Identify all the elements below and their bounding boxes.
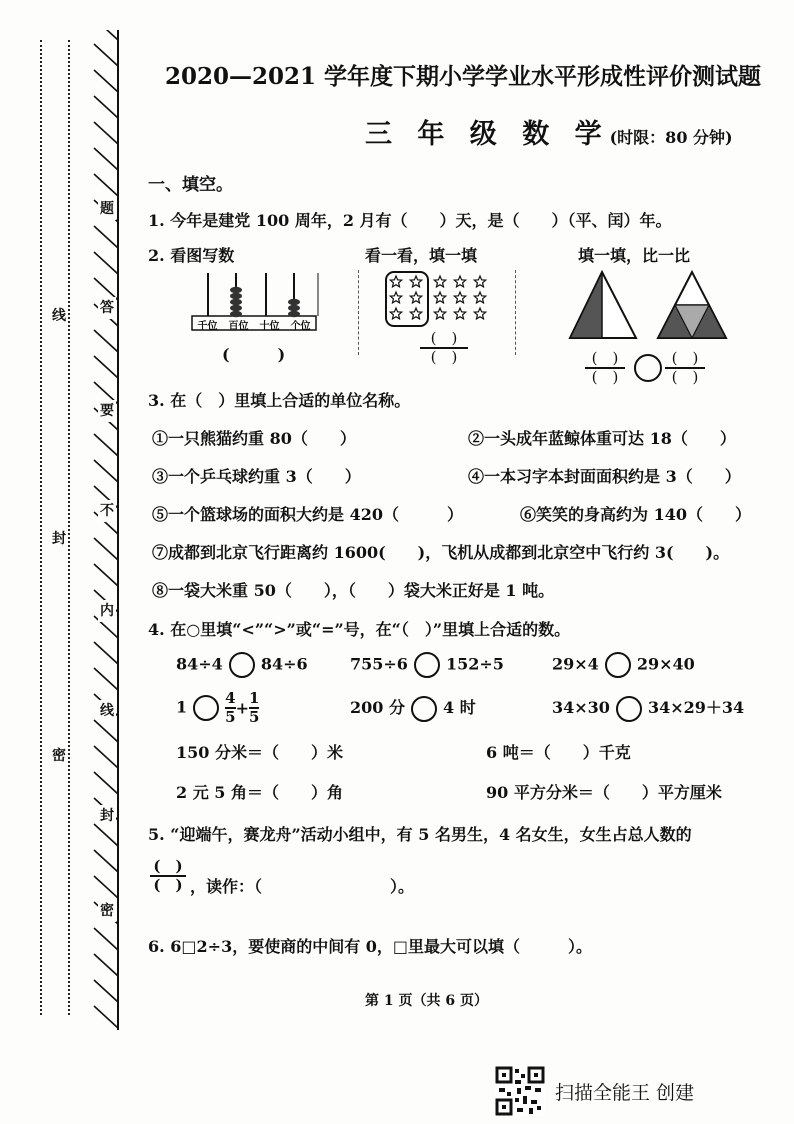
tri-frac-left-top: ( ) <box>591 349 619 367</box>
conversion-3: 2 元 5 角＝（ ）角 <box>176 783 343 802</box>
question-5: 5. “迎端午，赛龙舟”活动小组中，有 5 名男生，4 名女生，女生占总人数的 <box>148 825 692 844</box>
q3-item-8: ⑧一袋大米重 50（ ），（ ）袋大米正好是 1 吨。 <box>152 581 555 600</box>
hatch-stroke <box>94 434 118 456</box>
star-shape <box>454 276 465 287</box>
star-fraction <box>420 330 468 366</box>
compare-1-circle[interactable] <box>229 652 255 678</box>
fraction-1-5 <box>249 690 259 726</box>
hatch-stroke <box>94 96 118 118</box>
fraction-4-5-den: 5 <box>225 708 236 726</box>
hatch-stroke <box>94 174 118 196</box>
compare-2-left: 755÷6 <box>350 654 408 674</box>
page-footer: 第 1 页（共 6 页） <box>365 993 488 1009</box>
star-shape <box>434 292 445 303</box>
tri-frac-right-top: ( ) <box>671 349 699 367</box>
outer-char-mi: 密 <box>52 748 66 764</box>
star-shape <box>474 276 485 287</box>
hatch-stroke <box>94 720 118 742</box>
star-shape <box>390 292 401 303</box>
star-shape <box>390 308 401 319</box>
question-6: 6. 6□2÷3，要使商的中间有 0，□里最大可以填（ ）。 <box>148 937 593 956</box>
star-frac-bottom: ( ) <box>420 347 468 366</box>
question-4-label: 4. 在○里填“<”“>”或“=”号，在“（ ）”里填上合适的数。 <box>148 620 571 639</box>
star-figure <box>384 270 494 330</box>
q3-item-6: ⑥笑笑的身高约为 140（ ） <box>520 505 751 524</box>
compare-fraction <box>176 690 259 726</box>
hatch-stroke <box>94 356 118 378</box>
exam-title: 2020—2021 学年度下期小学学业水平形成性评价测试题 <box>165 63 762 90</box>
hatch-stroke <box>94 668 118 690</box>
hatch-stroke <box>94 330 118 352</box>
fraction-4-5 <box>225 690 235 726</box>
hatch-stroke <box>94 70 118 92</box>
triangle-title: 填一填，比一比 <box>578 246 691 265</box>
question-1: 1. 今年是建党 100 周年，2 月有（ ）天，是（ ）（平、闰）年。 <box>148 211 672 230</box>
q5-frac-top: ( ) <box>153 857 183 875</box>
boxed-char-yao: 要 <box>98 400 116 422</box>
hatch-stroke <box>94 746 118 768</box>
compare-3-circle[interactable] <box>605 652 631 678</box>
compare-4-circle[interactable] <box>411 696 437 722</box>
q2-divider-dashed-left <box>358 270 359 355</box>
time-limit: (时限：80 分钟) <box>609 128 733 147</box>
triangle-fraction-left <box>585 350 625 386</box>
star-shape <box>390 276 401 287</box>
q2-divider-dashed <box>515 270 516 355</box>
star-title: 看一看，填一填 <box>365 246 478 265</box>
compare-5-left: 34×30 <box>552 698 610 717</box>
hatch-stroke <box>94 564 118 586</box>
abacus-label-tens: 十位 <box>259 321 280 332</box>
compare-4-left: 200 分 <box>350 698 405 717</box>
hatch-stroke <box>94 824 118 846</box>
q3-item-3: ③一个乒乓球约重 3（ ） <box>152 467 361 486</box>
hatch-stroke <box>94 44 118 66</box>
hatch-stroke <box>94 226 118 248</box>
hatch-stroke <box>94 538 118 560</box>
triangle-fraction-right <box>665 350 705 386</box>
compare-1-right: 84÷6 <box>260 654 308 674</box>
compare-3-left: 29×4 <box>552 654 599 674</box>
subject-name: 三 年 级 数 学 <box>365 119 610 150</box>
hatch-stroke <box>94 980 118 1002</box>
question-3-label: 3. 在（ ）里填上合适的单位名称。 <box>148 391 411 410</box>
compare-5-circle[interactable] <box>616 696 642 722</box>
abacus-label-hundreds: 百位 <box>228 321 249 332</box>
hatch-stroke <box>94 30 118 40</box>
compare-3 <box>552 652 695 678</box>
boxed-char-feng: 封 <box>98 805 116 827</box>
q3-item-1: ①一只熊猫约重 80（ ） <box>152 429 356 448</box>
star-shape <box>434 276 445 287</box>
compare-1 <box>176 652 308 678</box>
star-shape <box>474 308 485 319</box>
conversion-4: 90 平方分米＝（ ）平方厘米 <box>486 783 722 802</box>
star-shape <box>454 292 465 303</box>
q3-item-4: ④一本习字本封面面积约是 3（ ） <box>468 467 741 486</box>
hatch-stroke <box>94 460 118 482</box>
outer-char-xian: 线 <box>52 308 66 324</box>
abacus-labels <box>192 317 316 332</box>
q3-item-5: ⑤一个篮球场的面积大约是 420（ ） <box>152 505 463 524</box>
q5-fraction <box>150 858 186 894</box>
abacus-answer: ( ) <box>222 345 286 364</box>
hatch-stroke <box>94 850 118 872</box>
boxed-char-mi: 密 <box>98 900 116 922</box>
triangle-compare-circle[interactable] <box>634 354 662 382</box>
fraction-4-5-num: 4 <box>225 689 236 707</box>
scanner-watermark: 扫描全能王 创建 <box>555 1082 695 1104</box>
compare-5 <box>552 695 744 722</box>
plus-sign: + <box>235 698 249 718</box>
triangle-figures <box>566 268 736 342</box>
star-frac-top: ( ) <box>430 329 458 347</box>
boxed-char-nei: 内 <box>98 600 116 622</box>
compare-fraction-circle[interactable] <box>193 695 219 721</box>
hatch-stroke <box>94 642 118 664</box>
compare-4 <box>350 695 476 722</box>
abacus-label-ones: 个位 <box>290 321 311 332</box>
q5-frac-bottom: ( ) <box>150 875 186 894</box>
compare-2 <box>350 652 504 678</box>
hatch-stroke <box>94 772 118 794</box>
conversion-2: 6 吨＝（ ）千克 <box>486 743 631 762</box>
fraction-1-5-num: 1 <box>248 689 260 707</box>
boxed-char-ti: 题 <box>98 198 116 220</box>
fraction-1-5-den: 5 <box>248 708 260 726</box>
hatch-stroke <box>94 1006 118 1028</box>
star-shape <box>434 308 445 319</box>
star-shape <box>474 292 485 303</box>
question-2-label: 2. 看图写数 <box>148 246 235 265</box>
star-shape <box>454 308 465 319</box>
hatch-stroke <box>94 954 118 976</box>
compare-5-right: 34×29＋34 <box>647 698 745 717</box>
compare-3-right: 29×40 <box>636 654 695 674</box>
hatch-stroke <box>94 252 118 274</box>
star-shape <box>410 276 421 287</box>
tri-frac-right-bottom: ( ) <box>665 367 705 386</box>
outer-char-feng: 封 <box>52 531 66 547</box>
boxed-char-xian: 线 <box>98 700 116 722</box>
q3-item-2: ②一头成年蓝鲸体重可达 18（ ） <box>468 429 736 448</box>
exam-subject <box>365 112 733 151</box>
tri-frac-left-bottom: ( ) <box>585 367 625 386</box>
boxed-char-bu: 不 <box>98 500 116 522</box>
abacus-label-thousands: 千位 <box>197 321 218 332</box>
compare-4-right: 4 时 <box>442 698 476 717</box>
compare-2-right: 152÷5 <box>445 654 504 674</box>
hatch-stroke <box>94 928 118 950</box>
conversion-1: 150 分米＝（ ）米 <box>176 743 343 762</box>
binding-hatch <box>92 30 122 1030</box>
inner-dotted-line <box>68 40 70 1015</box>
boxed-char-da: 答 <box>98 297 116 319</box>
outer-dotted-line <box>40 40 42 1015</box>
star-shape <box>410 308 421 319</box>
q3-item-7: ⑦成都到北京飞行距离约 1600( )，飞机从成都到北京空中飞行约 3( )。 <box>152 543 730 562</box>
section-heading: 一、填空。 <box>148 175 233 195</box>
q5-read: ，读作：（ ）。 <box>190 877 415 896</box>
compare-1-left: 84÷4 <box>176 654 223 674</box>
compare-2-circle[interactable] <box>414 652 440 678</box>
star-shape <box>410 292 421 303</box>
hatch-stroke <box>94 148 118 170</box>
compare-fraction-left: 1 <box>176 697 188 717</box>
hatch-stroke <box>94 876 118 898</box>
qr-code-icon <box>495 1066 545 1116</box>
hatch-stroke <box>94 122 118 144</box>
